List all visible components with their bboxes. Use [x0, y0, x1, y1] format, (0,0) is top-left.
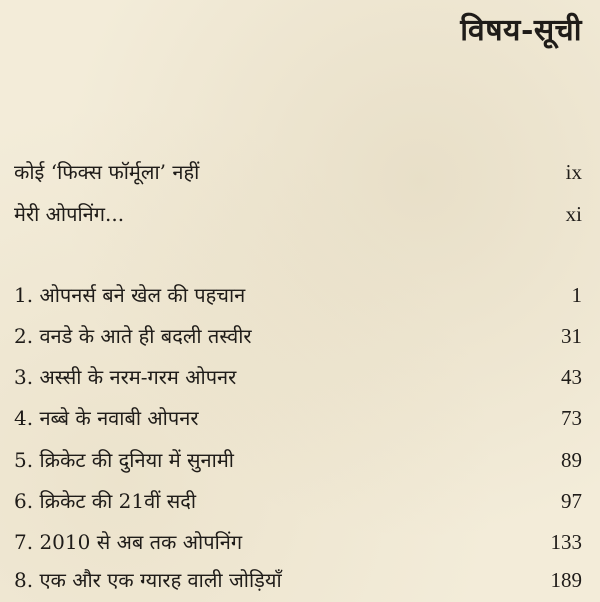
- toc-entry[interactable]: [14, 158, 582, 192]
- toc-entry-page: 31: [561, 324, 582, 348]
- toc-entry-label: 2. वनडे के आते ही बदली तस्वीर: [14, 324, 252, 348]
- toc-entry-page: 189: [550, 568, 582, 592]
- toc-entry[interactable]: [14, 446, 582, 480]
- toc-entry-page: 43: [561, 365, 582, 389]
- toc-entry-page: ix: [565, 160, 582, 184]
- toc-entry-label: कोई ‘फिक्स फॉर्मूला’ नहीं: [14, 160, 200, 184]
- toc-entry-page: 133: [550, 530, 582, 554]
- toc-entry-page: xi: [565, 202, 582, 226]
- toc-entry-label: 8. एक और एक ग्यारह वाली जोड़ियाँ: [14, 568, 282, 592]
- toc-entry[interactable]: [14, 200, 582, 234]
- toc-entry-label: 4. नब्बे के नवाबी ओपनर: [14, 406, 199, 430]
- toc-entry[interactable]: [14, 322, 582, 356]
- toc-entry-label: 7. 2010 से अब तक ओपनिंग: [14, 530, 243, 554]
- toc-entry-page: 89: [561, 448, 582, 472]
- toc-entry[interactable]: [14, 404, 582, 438]
- toc-entry[interactable]: [14, 281, 582, 315]
- toc-entry[interactable]: [14, 566, 582, 600]
- toc-entry[interactable]: [14, 528, 582, 562]
- toc-entry-label: 1. ओपनर्स बने खेल की पहचान: [14, 283, 246, 307]
- toc-entry-page: 97: [561, 489, 582, 513]
- toc-entry-label: 5. क्रिकेट की दुनिया में सुनामी: [14, 448, 234, 472]
- toc-entry-page: 1: [571, 283, 582, 307]
- toc-entry-label: मेरी ओपनिंग...: [14, 202, 125, 226]
- toc-entry-label: 3. अस्सी के नरम-गरम ओपनर: [14, 365, 237, 389]
- page-title: विषय-सूची: [460, 13, 582, 48]
- toc-entry-page: 73: [561, 406, 582, 430]
- toc-entry-label: 6. क्रिकेट की 21वीं सदी: [14, 489, 197, 513]
- toc-entry[interactable]: [14, 487, 582, 521]
- toc-entry[interactable]: [14, 363, 582, 397]
